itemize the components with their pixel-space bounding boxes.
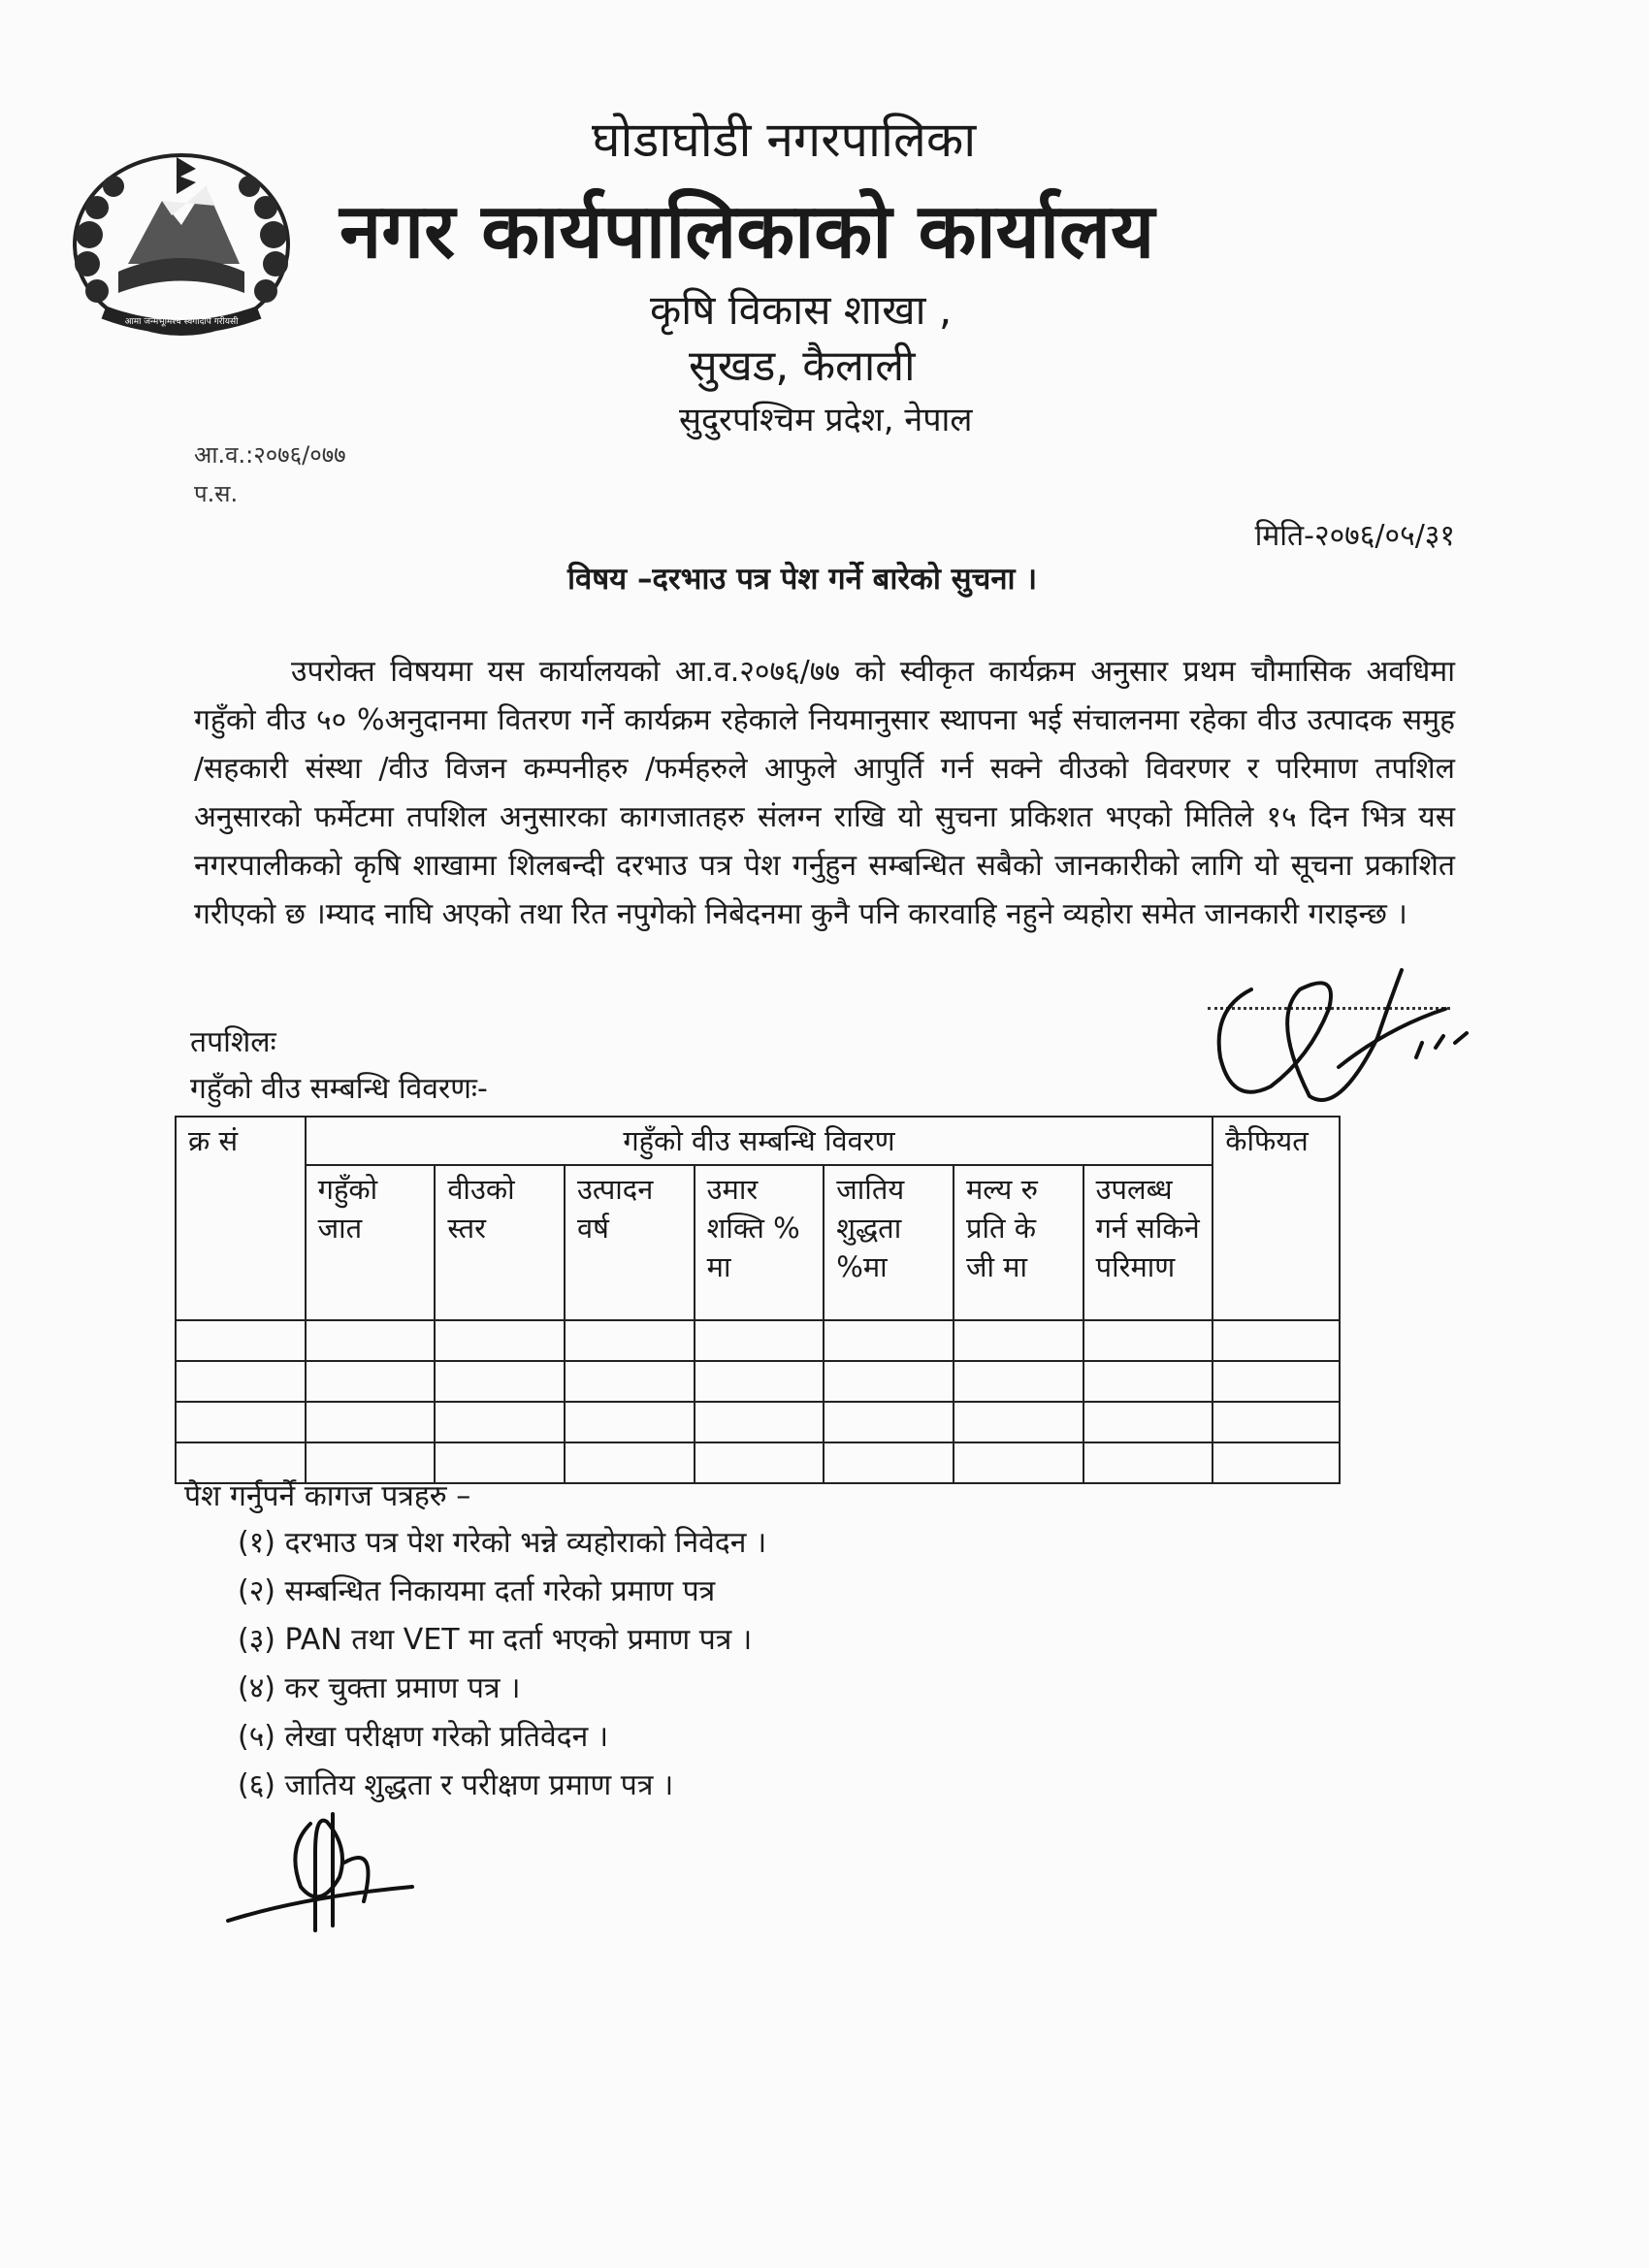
table-row xyxy=(176,1320,1340,1361)
list-item: (४) कर चुक्ता प्रमाण पत्र । xyxy=(238,1671,521,1705)
list-item: (५) लेखा परीक्षण गरेको प्रतिवेदन । xyxy=(238,1720,609,1754)
column-header: गहुँको जात xyxy=(306,1165,436,1320)
documents-list xyxy=(238,1519,766,1810)
emblem-motto: आमा जन्मभूमिश्च स्वर्गादपि गरीयसी xyxy=(124,317,239,327)
seed-details-table xyxy=(175,1116,1341,1484)
table-row xyxy=(176,1361,1340,1402)
letter-number: प.स. xyxy=(194,480,239,507)
signature-icon xyxy=(1193,951,1474,1135)
group-header: गहुँको वीउ सम्बन्धि विवरण xyxy=(306,1117,1213,1165)
column-header: वीउको स्तर xyxy=(435,1165,565,1320)
list-item: (२) सम्बन्धित निकायमा दर्ता गरेको प्रमाण पत्र xyxy=(238,1574,716,1608)
tapashil-label: तपशिलः xyxy=(190,1025,276,1059)
column-header: उमार शक्ति % मा xyxy=(695,1165,824,1320)
province-name: सुदुरपश्चिम प्रदेश, नेपाल xyxy=(679,401,973,439)
fiscal-year: आ.व.:२०७६/०७७ xyxy=(194,441,346,469)
documents-title: पेश गर्नुपर्ने कागज पत्रहरु – xyxy=(184,1479,471,1513)
column-header: जातिय शुद्धता %मा xyxy=(824,1165,954,1320)
signature-icon xyxy=(218,1795,432,1940)
subject-line: विषय –दरभाउ पत्र पेश गर्ने बारेको सुचना । xyxy=(567,562,1038,597)
nepal-emblem-icon xyxy=(60,147,303,341)
list-item: (३) PAN तथा VET मा दर्ता भएको प्रमाण पत्र । xyxy=(238,1623,753,1657)
branch-name: कृषि विकास शाखा , xyxy=(650,286,953,334)
notice-body: उपरोक्त विषयमा यस कार्यालयको आ.व.२०७६/७७ को स्वीकृत कार्यक्रम अनुसार प्रथम चौमासिक अवधिमा गहुँको वीउ ५० %अनुदानमा वितरण गर्ने कार्यक्रम रहेकाले नियमानुसार स्थापना भई संचालनमा रहेका वीउ उत्पादक समुह /सहकारी संस्था /वीउ विजन कम्पनीहरु /फर्महरुले आफुले आपुर्ति गर्न सक्ने वीउको विवरणर र परिमाण तपशिल अनुसारको फर्मेटमा तपशिल अनुसारका कागजातहरु संलग्न राखि यो सुचना प्रकिशत भएको मितिले १५ दिन भित्र यस नगरपालीकको कृषि शाखामा शिलबन्दी दरभाउ पत्र पेश गर्नुहुन सम्बन्धित सबैको जानकारीको लागि यो सूचना प्रकाशित गरीएको छ ।म्याद नाघि अएको तथा रित नपुगेको निबेदनमा कुनै पनि कारवाहि नहुने व्यहोरा समेत जानकारी गराइन्छ । xyxy=(194,655,1455,931)
office-location: सुखड, कैलाली xyxy=(689,341,916,391)
table-row xyxy=(176,1402,1340,1442)
seed-section-label: गहुँको वीउ सम्बन्धि विवरणः- xyxy=(190,1072,488,1106)
column-header: उपलब्ध गर्न सकिने परिमाण xyxy=(1083,1165,1213,1320)
letter-date: मिति-२०७६/०५/३१ xyxy=(1254,519,1455,553)
municipality-name: घोडाघोडी नगरपालिका xyxy=(592,112,977,168)
office-name: नगर कार्यपालिकाको कार्यालय xyxy=(340,188,1155,275)
column-header: मल्य रु प्रति के जी मा xyxy=(954,1165,1083,1320)
list-item: (१) दरभाउ पत्र पेश गरेको भन्ने व्यहोराको निवेदन । xyxy=(238,1526,767,1560)
list-item: (६) जातिय शुद्धता र परीक्षण प्रमाण पत्र । xyxy=(238,1768,674,1802)
column-header: उत्पादन वर्ष xyxy=(565,1165,695,1320)
serial-header: क्र सं xyxy=(176,1117,306,1320)
remarks-header: कैफियत xyxy=(1212,1117,1340,1320)
